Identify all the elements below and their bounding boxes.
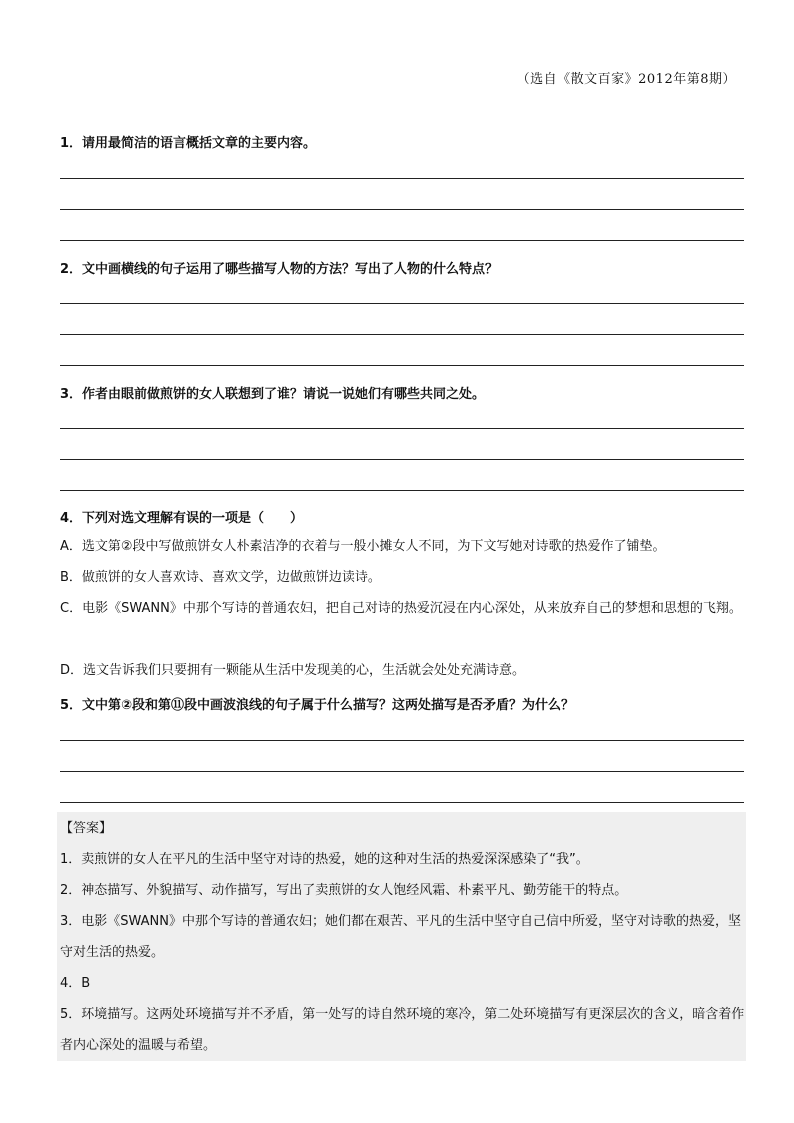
option-d[interactable]: D．选文告诉我们只要拥有一颗能从生活中发现美的心，生活就会处处充满诗意。 (60, 663, 526, 678)
answer-line[interactable] (60, 802, 744, 803)
question-4: 4．下列对选文理解有误的一项是（ ） (60, 511, 304, 526)
answer-line[interactable] (60, 303, 744, 304)
answer-line[interactable] (60, 459, 744, 460)
answer-line[interactable] (60, 365, 744, 366)
answer-4: 4．B (60, 976, 91, 991)
answer-2: 2．神态描写、外貌描写、动作描写，写出了卖煎饼的女人饱经风霜、朴素平凡、勤劳能干的特点。 (60, 883, 628, 898)
question-3: 3．作者由眼前做煎饼的女人联想到了谁？请说一说她们有哪些共同之处。 (60, 387, 486, 402)
answer-line[interactable] (60, 740, 744, 741)
answer-title: 【答案】 (60, 821, 113, 836)
source-citation: （选自《散文百家》2012年第8期） (516, 72, 736, 87)
answer-line[interactable] (60, 771, 744, 772)
question-5: 5．文中第②段和第⑪段中画波浪线的句子属于什么描写？这两处描写是否矛盾？为什么？ (60, 698, 575, 713)
question-2: 2．文中画横线的句子运用了哪些描写人物的方法？写出了人物的什么特点？ (60, 262, 499, 277)
answer-line[interactable] (60, 209, 744, 210)
answer-line[interactable] (60, 334, 744, 335)
option-c[interactable]: C．电影《SWANN》中那个写诗的普通农妇，把自己对诗的热爱沉浸在内心深处，从来放弃自己的梦想和思想的飞翔。 (60, 601, 742, 616)
answer-line[interactable] (60, 178, 744, 179)
answer-3: 3．电影《SWANN》中那个写诗的普通农妇；她们都在艰苦、平凡的生活中坚守自己信中所爱，坚守对诗歌的热爱，坚守对生活的热爱。 (60, 914, 742, 960)
answer-line[interactable] (60, 240, 744, 241)
option-a[interactable]: A．选文第②段中写做煎饼女人朴素洁净的衣着与一般小摊女人不同，为下文写她对诗歌的热爱作了铺垫。 (60, 539, 666, 554)
question-1: 1．请用最简洁的语言概括文章的主要内容。 (60, 136, 317, 151)
answer-line[interactable] (60, 490, 744, 491)
answer-1: 1．卖煎饼的女人在平凡的生活中坚守对诗的热爱，她的这种对生活的热爱深深感染了“我”。 (60, 852, 589, 867)
option-b[interactable]: B．做煎饼的女人喜欢诗、喜欢文学，边做煎饼边读诗。 (60, 570, 381, 585)
answer-line[interactable] (60, 428, 744, 429)
answer-5: 5．环境描写。这两处环境描写并不矛盾，第一处写的诗自然环境的寒冷，第二处环境描写有更深层次的含义，暗含着作者内心深处的温暖与希望。 (60, 1007, 745, 1053)
